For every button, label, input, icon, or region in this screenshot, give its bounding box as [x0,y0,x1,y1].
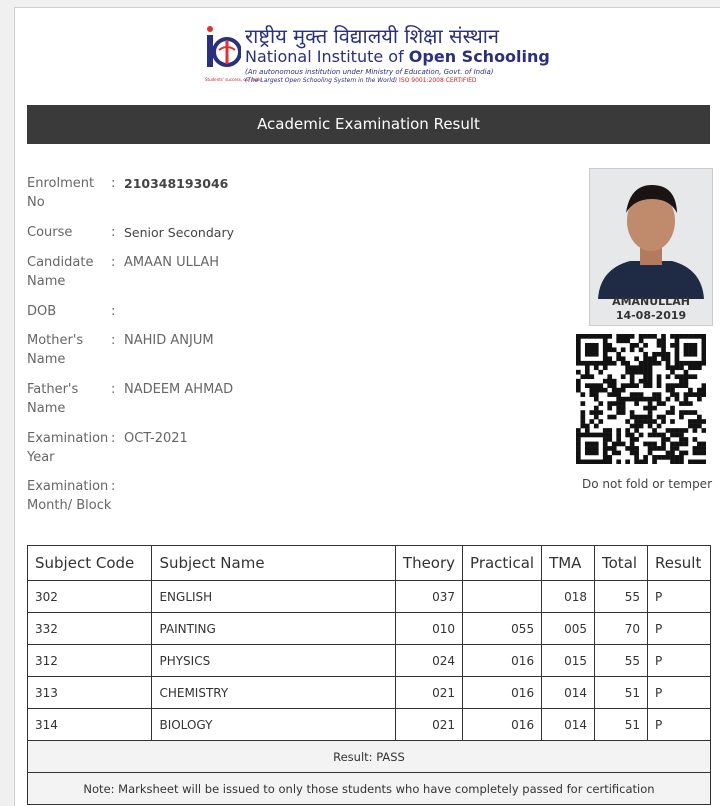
col-total: Total [595,546,648,581]
field-label: Examination Month/ Block [27,479,112,513]
cell-theory: 037 [395,581,462,613]
qr-code-icon [576,334,706,464]
cell-tma: 015 [542,645,595,677]
english-title [245,47,550,66]
cell-total: 55 [595,645,648,677]
col-subject-name: Subject Name [152,546,395,581]
page-title: Academic Examination Result [27,105,710,144]
hindi-title: राष्ट्रीय मुक्त विद्यालयी शिक्षा संस्थान [245,24,500,48]
cell-theory: 021 [395,709,462,741]
cell-theory: 010 [395,613,462,645]
logo-tagline [245,77,477,84]
cell-subject: PAINTING [152,613,395,645]
field-label: Candidate Name [27,255,94,289]
field-value: NAHID ANJUM [124,333,214,348]
field-colon: : [111,176,116,191]
iso-badge: ISO 9001:2008 CERTIFIED [399,77,477,84]
cell-code: 314 [28,709,152,741]
note-row [28,773,711,805]
cell-result: P [647,677,710,709]
cell-subject: ENGLISH [152,581,395,613]
field-label: Enrolment No [27,176,95,210]
field-colon: : [111,225,116,240]
cell-total: 70 [595,613,648,645]
cell-practical: 016 [463,645,542,677]
cell-practical: 055 [463,613,542,645]
cell-subject: PHYSICS [152,645,395,677]
table-row [28,613,711,645]
table-header-row [28,546,711,581]
col-subject-code: Subject Code [28,546,152,581]
field-colon: : [111,479,116,494]
field-value: AMAAN ULLAH [124,255,220,270]
field-colon: : [111,333,116,348]
cell-result: P [647,709,710,741]
cell-tma: 005 [542,613,595,645]
logo-subtitle: (An autonomous institution under Ministry of Education, Govt. of India) [245,68,494,76]
cell-tma: 018 [542,581,595,613]
cell-total: 51 [595,677,648,709]
cell-subject: CHEMISTRY [152,677,395,709]
field-label: Father's Name [27,382,79,416]
cell-result: P [647,645,710,677]
cell-code: 312 [28,645,152,677]
cell-total: 55 [595,581,648,613]
col-result: Result [647,546,710,581]
field-label: Mother's Name [27,333,84,367]
nios-emblem-icon [205,26,241,74]
cell-code: 313 [28,677,152,709]
cell-tma: 014 [542,709,595,741]
cell-subject: BIOLOGY [152,709,395,741]
field-label: Examination Year [27,431,109,465]
cell-practical: 016 [463,709,542,741]
result-summary-row [28,741,711,773]
result-sheet [14,7,720,806]
table-row [28,709,711,741]
col-theory: Theory [395,546,462,581]
english-title-part: National Institute of [245,47,409,66]
certification-note: Note: Marksheet will be issued to only those students who have completely passed for certification [28,773,711,805]
marks-table [27,545,711,805]
table-row [28,645,711,677]
english-title-bold: Open Schooling [408,47,550,66]
field-value: NADEEM AHMAD [124,382,234,397]
cell-practical [463,581,542,613]
candidate-photo [589,168,713,326]
field-label: Course [27,225,73,240]
logo-motto: Students' success, our pride [205,77,262,82]
cell-theory: 024 [395,645,462,677]
cell-tma: 014 [542,677,595,709]
cell-result: P [647,613,710,645]
field-colon: : [111,431,116,446]
result-summary: Result: PASS [28,741,711,773]
cell-code: 332 [28,613,152,645]
field-value: 210348193046 [124,176,229,191]
cell-total: 51 [595,709,648,741]
field-label: DOB [27,304,57,319]
table-row [28,677,711,709]
cell-code: 302 [28,581,152,613]
cell-result: P [647,581,710,613]
col-tma: TMA [542,546,595,581]
fold-warning: Do not fold or temper [582,477,712,491]
field-value: Senior Secondary [124,225,234,240]
field-colon: : [111,382,116,397]
photo-caption-name: AMANULLAH [612,295,690,308]
col-practical: Practical [463,546,542,581]
photo-caption-date: 14-08-2019 [615,309,687,322]
nios-logo [205,24,550,88]
cell-theory: 021 [395,677,462,709]
tagline-text: (The Largest Open Schooling System in the World) [245,77,398,84]
field-colon: : [111,304,116,319]
table-row [28,581,711,613]
cell-practical: 016 [463,677,542,709]
field-colon: : [111,255,116,270]
field-value: OCT-2021 [124,431,188,446]
